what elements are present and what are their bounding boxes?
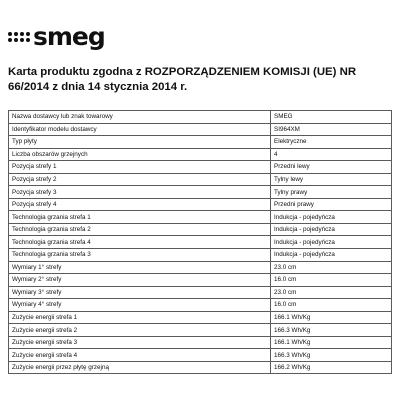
logo-dot bbox=[26, 32, 30, 36]
row-value: 166.2 Wh/Kg bbox=[271, 361, 392, 374]
table-row bbox=[9, 173, 392, 186]
table-row bbox=[9, 123, 392, 136]
row-label: Zużycie energii przez płytę grzejną bbox=[9, 361, 271, 374]
row-value: Przedni lewy bbox=[271, 161, 392, 174]
row-label: Technologia grzania strefa 2 bbox=[9, 223, 271, 236]
row-value: Indukcja - pojedyńcza bbox=[271, 223, 392, 236]
row-label: Pozycja strefy 2 bbox=[9, 173, 271, 186]
row-value: 166.1 Wh/Kg bbox=[271, 336, 392, 349]
row-label: Pozycja strefy 1 bbox=[9, 161, 271, 174]
table-row bbox=[9, 161, 392, 174]
logo-dot bbox=[8, 38, 12, 42]
dot-grid-logo-icon bbox=[8, 32, 30, 42]
logo-wordmark: smeg bbox=[33, 22, 105, 51]
document-heading: Karta produktu zgodna z ROZPORZĄDZENIEM KOMISJI (UE) NR 66/2014 z dnia 14 stycznia 2014 r. bbox=[8, 66, 357, 93]
logo-dot bbox=[8, 32, 12, 36]
row-label: Wymiary 3° strefy bbox=[9, 286, 271, 299]
row-label: Wymiary 2° strefy bbox=[9, 274, 271, 287]
row-value: SI964XM bbox=[271, 123, 392, 136]
table-row bbox=[9, 261, 392, 274]
row-label: Technologia grzania strefa 4 bbox=[9, 236, 271, 249]
logo-dot bbox=[14, 32, 18, 36]
row-value: Tylny prawy bbox=[271, 186, 392, 199]
row-label: Pozycja strefy 4 bbox=[9, 198, 271, 211]
logo-dot bbox=[20, 38, 24, 42]
row-label: Wymiary 1° strefy bbox=[9, 261, 271, 274]
row-value: Elektryczne bbox=[271, 136, 392, 149]
row-value: 4 bbox=[271, 148, 392, 161]
table-row bbox=[9, 249, 392, 262]
row-label: Technologia grzania strefa 3 bbox=[9, 249, 271, 262]
row-label: Technologia grzania strefa 1 bbox=[9, 211, 271, 224]
table-row bbox=[9, 274, 392, 287]
row-value: 166.1 Wh/Kg bbox=[271, 311, 392, 324]
row-label: Zużycie energii strefa 2 bbox=[9, 324, 271, 337]
table-row bbox=[9, 198, 392, 211]
row-value: 16.0 cm bbox=[271, 274, 392, 287]
table-row bbox=[9, 299, 392, 312]
logo-dot bbox=[26, 38, 30, 42]
table-row bbox=[9, 361, 392, 374]
row-value: 23.0 cm bbox=[271, 286, 392, 299]
row-value: SMEG bbox=[271, 111, 392, 124]
table-row bbox=[9, 148, 392, 161]
row-label: Wymiary 4° strefy bbox=[9, 299, 271, 312]
product-spec-table bbox=[8, 110, 392, 374]
row-label: Typ płyty bbox=[9, 136, 271, 149]
table-row bbox=[9, 186, 392, 199]
logo-dot bbox=[14, 38, 18, 42]
row-value: 166.3 Wh/Kg bbox=[271, 349, 392, 362]
table-row bbox=[9, 336, 392, 349]
table-row bbox=[9, 286, 392, 299]
logo-dot bbox=[20, 32, 24, 36]
row-label: Zużycie energii strefa 1 bbox=[9, 311, 271, 324]
brand-logo bbox=[8, 24, 105, 50]
row-value: Indukcja - pojedyńcza bbox=[271, 236, 392, 249]
table-row bbox=[9, 236, 392, 249]
row-value: Indukcja - pojedyńcza bbox=[271, 211, 392, 224]
row-label: Zużycie energii strefa 4 bbox=[9, 349, 271, 362]
table-row bbox=[9, 311, 392, 324]
table-row bbox=[9, 111, 392, 124]
table-row bbox=[9, 136, 392, 149]
row-label: Pozycja strefy 3 bbox=[9, 186, 271, 199]
row-value: 166.3 Wh/Kg bbox=[271, 324, 392, 337]
row-value: 23.0 cm bbox=[271, 261, 392, 274]
row-label: Liczba obszarów grzejnych bbox=[9, 148, 271, 161]
table-row bbox=[9, 223, 392, 236]
row-label: Nazwa dostawcy lub znak towarowy bbox=[9, 111, 271, 124]
table-row bbox=[9, 349, 392, 362]
row-value: 16.0 cm bbox=[271, 299, 392, 312]
row-value: Przedni prawy bbox=[271, 198, 392, 211]
spec-table-body bbox=[9, 111, 392, 374]
row-label: Zużycie energii strefa 3 bbox=[9, 336, 271, 349]
table-row bbox=[9, 324, 392, 337]
row-value: Tylny lewy bbox=[271, 173, 392, 186]
table-row bbox=[9, 211, 392, 224]
row-label: Identyfikator modelu dostawcy bbox=[9, 123, 271, 136]
row-value: Indukcja - pojedyńcza bbox=[271, 249, 392, 262]
